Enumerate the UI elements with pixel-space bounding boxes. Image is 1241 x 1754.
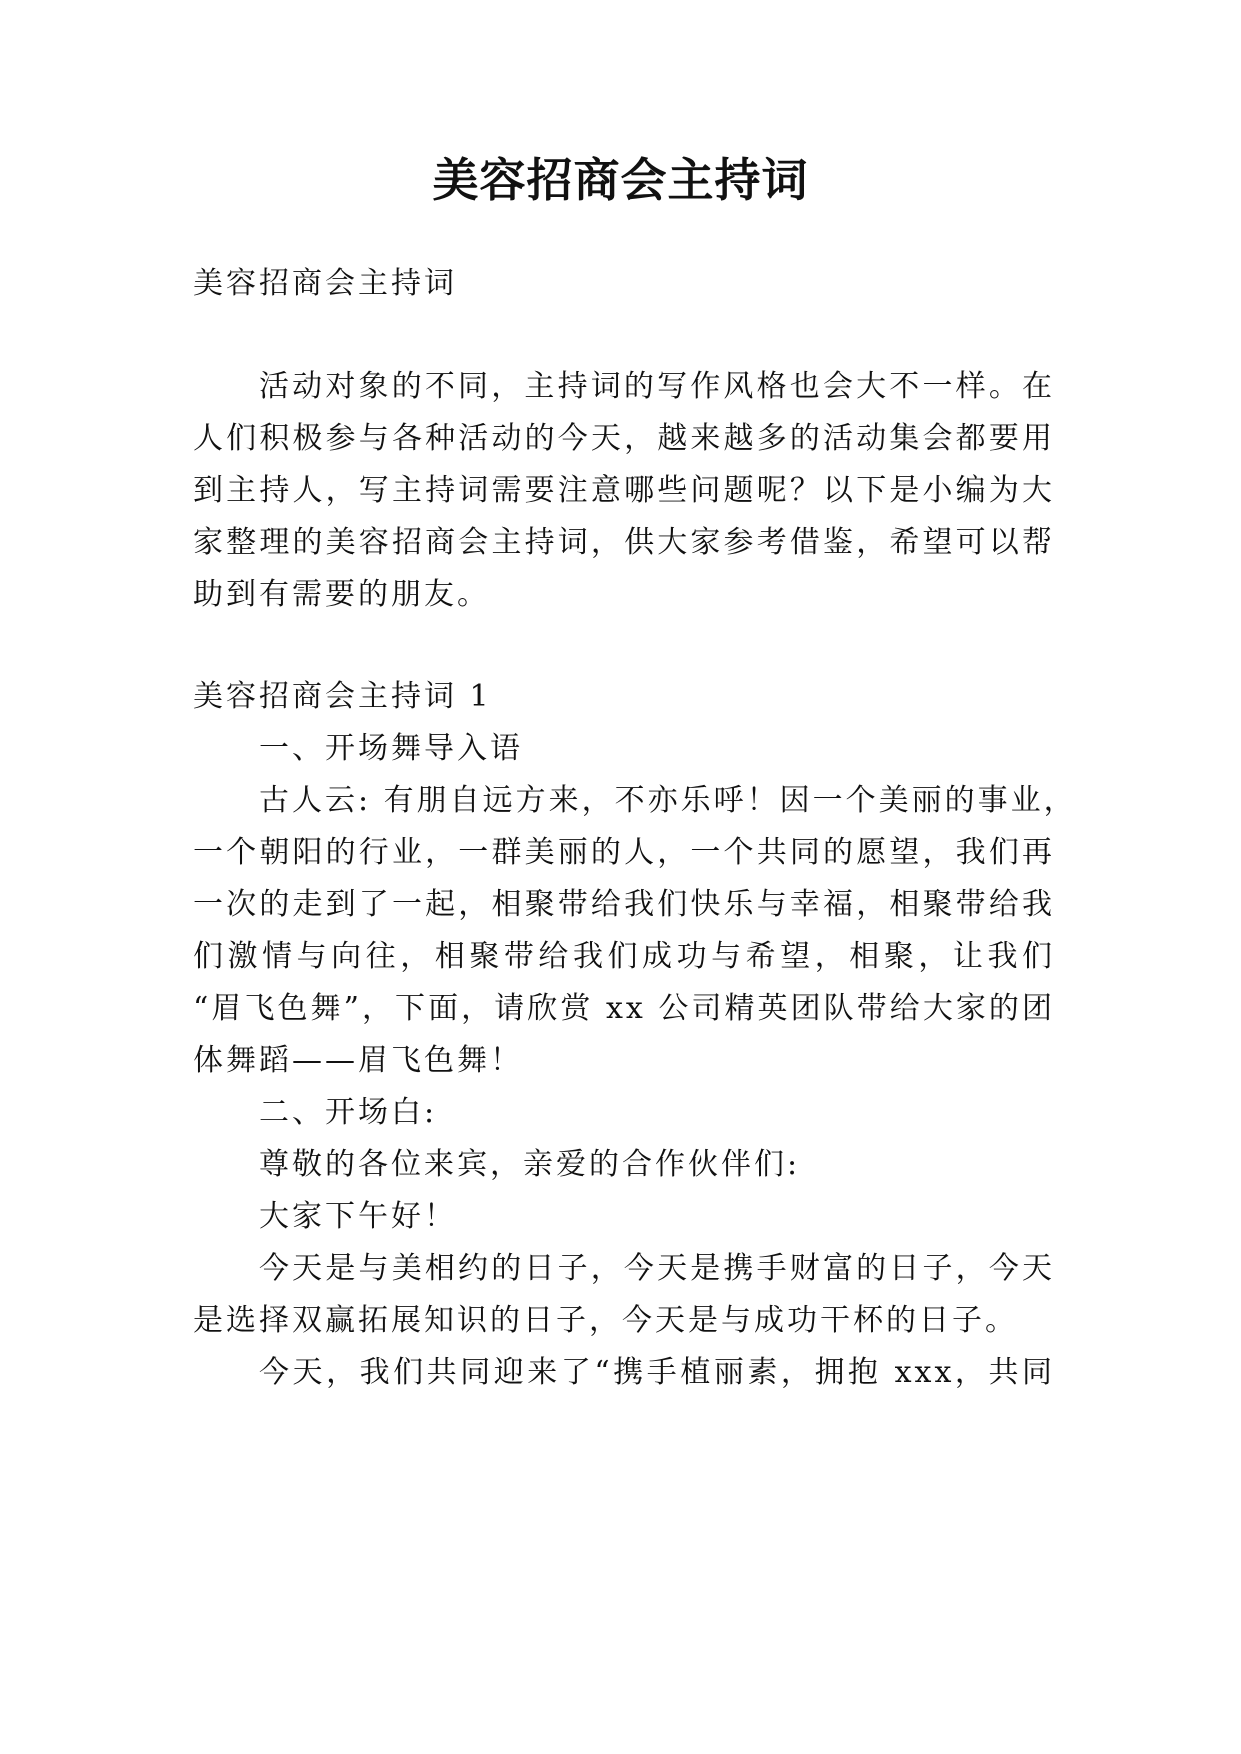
paragraph-line: 一次的走到了一起，相聚带给我们快乐与幸福，相聚带给我 [193,887,1055,922]
greeting-line: 大家下午好！ [259,1199,457,1234]
document-title: 美容招商会主持词 [432,153,809,207]
part-heading: 二、开场白: [259,1095,438,1130]
intro-line: 人们积极参与各种活动的今天，越来越多的活动集会都要用 [193,421,1055,456]
paragraph-line: 们激情与向往，相聚带给我们成功与希望，相聚，让我们 [193,939,1055,974]
paragraph-line: 体舞蹈——眉飞色舞！ [193,1043,523,1078]
subtitle: 美容招商会主持词 [193,266,457,301]
paragraph-line: 今天，我们共同迎来了“携手植丽素，拥抱 xxx，共同 [259,1355,1055,1390]
paragraph-line: 古人云: 有朋自远方来，不亦乐呼！因一个美丽的事业， [259,783,1077,818]
intro-line: 到主持人，写主持词需要注意哪些问题呢？以下是小编为大 [193,473,1055,508]
paragraph-line: 一个朝阳的行业，一群美丽的人，一个共同的愿望，我们再 [193,835,1055,870]
greeting-line: 尊敬的各位来宾，亲爱的合作伙伴们: [259,1147,801,1182]
section-heading: 美容招商会主持词 1 [193,679,492,714]
intro-line: 助到有需要的朋友。 [193,577,490,612]
paragraph-line: 今天是与美相约的日子，今天是携手财富的日子，今天 [259,1251,1055,1286]
part-heading: 一、开场舞导入语 [259,731,523,766]
intro-line: 活动对象的不同，主持词的写作风格也会大不一样。在 [259,369,1055,404]
paragraph-line: 是选择双赢拓展知识的日子，今天是与成功干杯的日子。 [193,1303,1018,1338]
paragraph-line: “眉飞色舞”，下面，请欣赏 xx 公司精英团队带给大家的团 [193,991,1055,1026]
intro-line: 家整理的美容招商会主持词，供大家参考借鉴，希望可以帮 [193,525,1055,560]
